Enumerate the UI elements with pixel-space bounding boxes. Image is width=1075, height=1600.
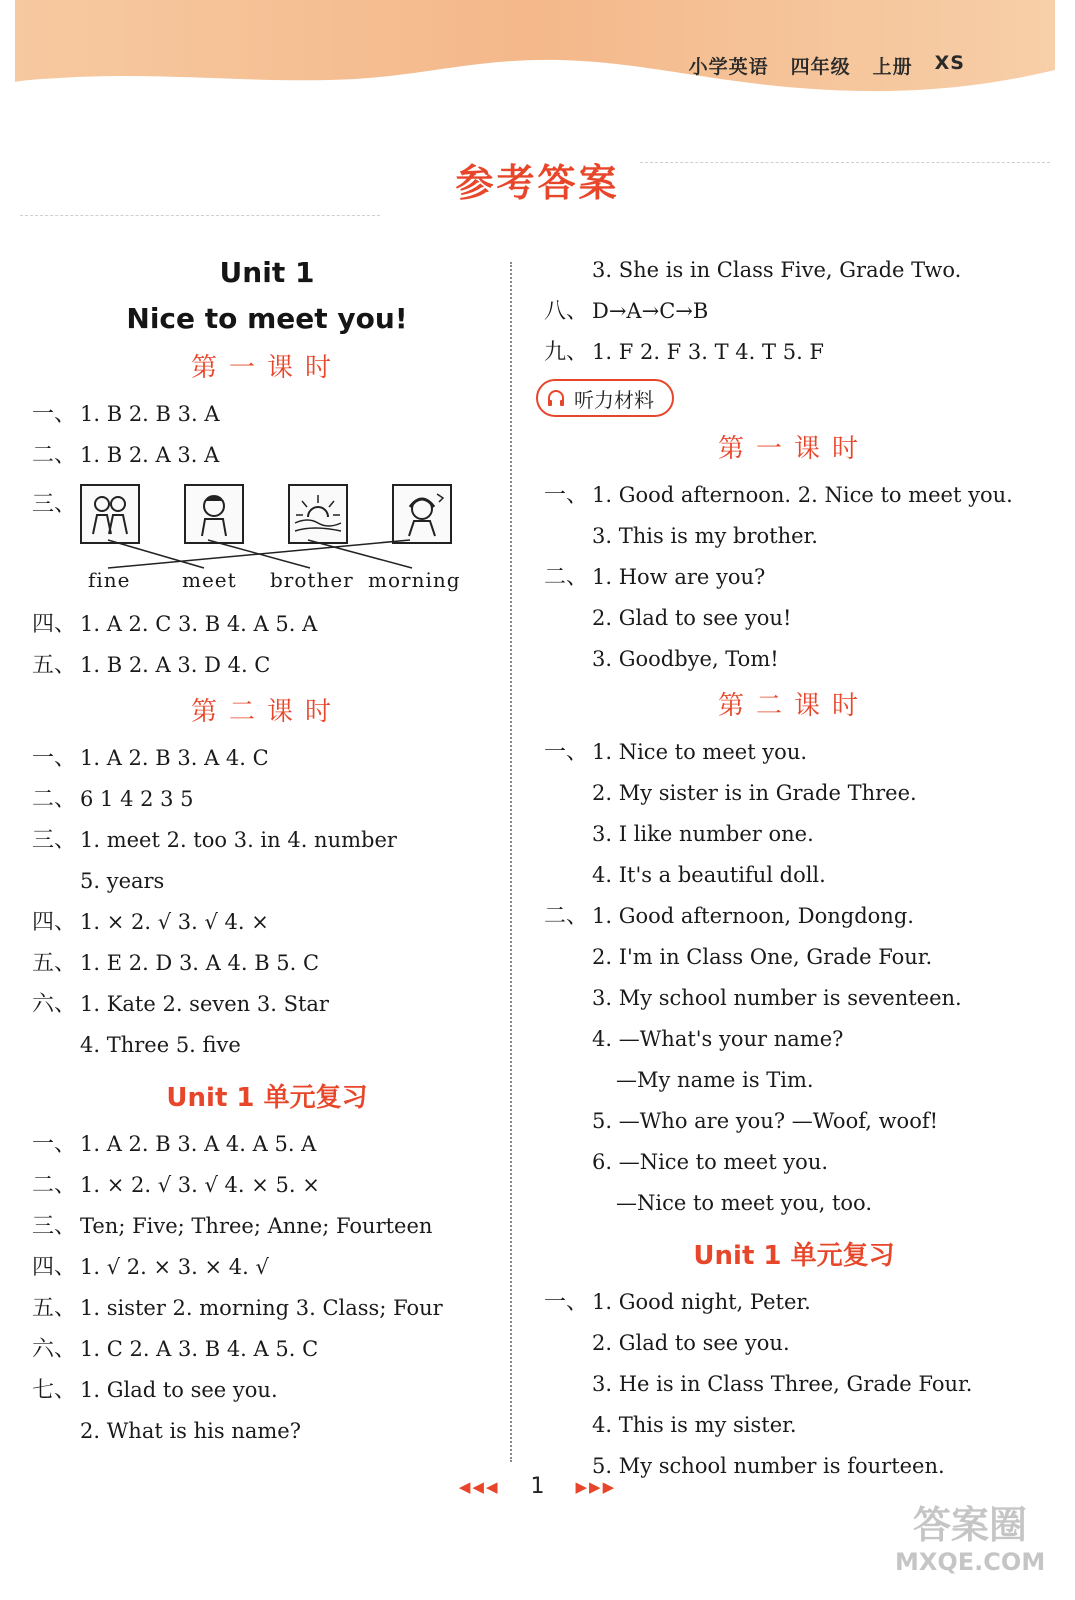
volume-label: 上册 <box>872 56 913 78</box>
question-number <box>544 516 592 557</box>
answer-row <box>32 604 502 645</box>
answer-row <box>544 732 1044 773</box>
question-number <box>544 1060 616 1101</box>
lesson-1-heading: 第一课时 <box>190 353 343 383</box>
listening-material-badge <box>536 379 674 417</box>
answer-text: D→A→C→B <box>592 299 709 323</box>
answer-row <box>544 516 1044 557</box>
question-number: 八、 <box>544 299 589 324</box>
header-banner <box>0 0 1075 110</box>
answer-text: 1. sister 2. morning 3. Class; Four <box>80 1296 443 1320</box>
question-number: 六、 <box>32 992 77 1017</box>
watermark-url: MXQE.COM <box>895 1548 1046 1576</box>
answer-text: 1. B 2. B 3. A <box>80 402 220 426</box>
unit-title: Unit 1 <box>219 256 315 289</box>
answer-row <box>32 902 502 943</box>
left-column <box>32 250 502 1452</box>
answer-row <box>32 435 502 476</box>
question-number: 二、 <box>32 443 77 468</box>
picture-row <box>80 484 502 544</box>
answer-row <box>544 937 1044 978</box>
answer-row <box>544 1142 1044 1183</box>
answer-text: 2. I'm in Class One, Grade Four. <box>592 945 933 969</box>
question-number: 四、 <box>32 1255 77 1280</box>
question-number: 四、 <box>32 612 77 637</box>
answer-row <box>544 598 1044 639</box>
answer-text: 1. meet 2. too 3. in 4. number <box>80 828 397 852</box>
question-number: 九、 <box>544 340 589 365</box>
answer-row <box>544 814 1044 855</box>
question-number: 二、 <box>32 787 77 812</box>
answer-row <box>32 984 502 1025</box>
answer-text: 1. × 2. √ 3. √ 4. × 5. × <box>80 1173 320 1197</box>
question-number <box>544 1019 592 1060</box>
answer-text: 1. B 2. A 3. A <box>80 443 220 467</box>
question-number <box>32 1025 80 1066</box>
answer-row <box>32 1247 502 1288</box>
answer-text: 6. —Nice to meet you. <box>592 1150 829 1174</box>
answer-row <box>544 1183 1044 1224</box>
question-number: 一、 <box>544 1290 589 1315</box>
answer-text: 2. My sister is in Grade Three. <box>592 781 917 805</box>
answer-text: 4. It's a beautiful doll. <box>592 863 826 887</box>
question-number: 五、 <box>32 653 77 678</box>
match-word: morning <box>368 568 461 592</box>
question-number: 二、 <box>544 904 589 929</box>
answer-row <box>544 855 1044 896</box>
answer-text: 4. —What's your name? <box>592 1027 844 1051</box>
boy-picture <box>184 484 244 544</box>
listening-lesson-1-answers <box>544 475 1044 680</box>
answer-text: —Nice to meet you, too. <box>616 1191 873 1215</box>
answer-text: 1. Kate 2. seven 3. Star <box>80 992 329 1016</box>
answer-row <box>544 475 1044 516</box>
answer-text: 1. √ 2. × 3. × 4. √ <box>80 1255 269 1279</box>
answer-row <box>544 1101 1044 1142</box>
lesson-2-heading: 第二课时 <box>190 697 343 727</box>
question-number: 五、 <box>32 951 77 976</box>
question-number: 一、 <box>32 746 77 771</box>
question-number <box>544 773 592 814</box>
answer-row <box>32 1025 502 1066</box>
lesson-2-answers <box>32 738 502 1066</box>
answer-text: 1. Good night, Peter. <box>592 1290 811 1314</box>
question-number <box>544 814 592 855</box>
unit-review-answers <box>32 1124 502 1452</box>
continued-answers <box>544 250 1044 373</box>
matching-exercise <box>32 484 502 604</box>
question-number: 五、 <box>32 1296 77 1321</box>
question-number: 一、 <box>32 1132 77 1157</box>
answer-text: 3. She is in Class Five, Grade Two. <box>592 258 962 282</box>
watermark-logo <box>895 1488 1045 1588</box>
grade-label: 四年级 <box>790 56 851 78</box>
question-number <box>544 250 592 291</box>
answer-text: 3. He is in Class Three, Grade Four. <box>592 1372 973 1396</box>
answer-row <box>544 1060 1044 1101</box>
answer-row <box>32 1329 502 1370</box>
answer-text: 1. Good afternoon, Dongdong. <box>592 904 914 928</box>
question-number: 七、 <box>32 1378 77 1403</box>
question-number: 四、 <box>32 910 77 935</box>
answer-row <box>544 291 1044 332</box>
unit-review-heading: Unit 1 单元复习 <box>166 1083 368 1113</box>
answer-text: 3. This is my brother. <box>592 524 818 548</box>
listening-lesson-2-answers <box>544 732 1044 1224</box>
question-number <box>32 861 80 902</box>
listening-lesson-2-heading: 第二课时 <box>717 691 870 721</box>
question-number: 三、 <box>32 828 77 853</box>
answer-row <box>544 250 1044 291</box>
unit-subtitle: Nice to meet you! <box>126 302 408 335</box>
edition-label: XS <box>934 52 965 74</box>
answer-text: 2. Glad to see you! <box>592 606 792 630</box>
column-divider <box>510 262 512 1462</box>
answer-row <box>32 1124 502 1165</box>
answer-text: 1. E 2. D 3. A 4. B 5. C <box>80 951 320 975</box>
question-number: 三、 <box>32 492 77 517</box>
answer-text: —My name is Tim. <box>616 1068 814 1092</box>
question-number <box>544 1405 592 1446</box>
question-number <box>544 937 592 978</box>
answer-text: 5. —Who are you? —Woof, woof! <box>592 1109 939 1133</box>
question-number <box>544 855 592 896</box>
answer-row <box>544 978 1044 1019</box>
answer-text: 6 1 4 2 3 5 <box>80 787 194 811</box>
question-number: 六、 <box>32 1337 77 1362</box>
answer-text: Ten; Five; Three; Anne; Fourteen <box>80 1214 433 1238</box>
match-word: fine <box>88 568 131 592</box>
answer-text: 3. Goodbye, Tom! <box>592 647 779 671</box>
answer-text: 2. What is his name? <box>80 1419 301 1443</box>
listening-review-answers <box>544 1282 1044 1487</box>
listening-review-heading: Unit 1 单元复习 <box>693 1241 895 1271</box>
answer-row <box>32 738 502 779</box>
answer-text: 1. Glad to see you. <box>80 1378 278 1402</box>
answer-text: 1. How are you? <box>592 565 766 589</box>
answer-row <box>32 1411 502 1452</box>
listening-lesson-1-heading: 第一课时 <box>717 434 870 464</box>
answer-text: 1. Good afternoon. 2. Nice to meet you. <box>592 483 1013 507</box>
answer-row <box>32 861 502 902</box>
question-number: 一、 <box>544 740 589 765</box>
question-number <box>544 1323 592 1364</box>
answer-row <box>544 1019 1044 1060</box>
answer-text: 1. Nice to meet you. <box>592 740 808 764</box>
answer-row <box>32 1206 502 1247</box>
question-number <box>544 1142 592 1183</box>
question-number <box>544 978 592 1019</box>
answer-text: 1. B 2. A 3. D 4. C <box>80 653 271 677</box>
answer-row <box>32 779 502 820</box>
prev-arrows-icon: ◀◀◀ <box>458 1478 500 1496</box>
answer-text: 4. This is my sister. <box>592 1413 797 1437</box>
match-word: brother <box>270 568 354 592</box>
answer-text: 1. A 2. C 3. B 4. A 5. A <box>80 612 318 636</box>
question-number <box>544 639 592 680</box>
sunrise-picture <box>288 484 348 544</box>
answer-row <box>32 394 502 435</box>
answer-text: 1. A 2. B 3. A 4. A 5. A <box>80 1132 317 1156</box>
answer-text: 3. I like number one. <box>592 822 814 846</box>
next-arrows-icon: ▶▶▶ <box>575 1478 617 1496</box>
page-number: 1 <box>530 1474 545 1499</box>
answer-row <box>32 943 502 984</box>
answer-row <box>32 1288 502 1329</box>
answer-row <box>544 1364 1044 1405</box>
question-number: 三、 <box>32 1214 77 1239</box>
answer-row <box>544 1405 1044 1446</box>
two-children-picture <box>80 484 140 544</box>
answer-row <box>32 1165 502 1206</box>
answer-row <box>32 645 502 686</box>
question-number <box>544 1183 616 1224</box>
subject-label: 小学英语 <box>688 56 769 78</box>
question-number <box>544 1101 592 1142</box>
answer-text: 1. F 2. F 3. T 4. T 5. F <box>592 340 824 364</box>
answer-row <box>544 332 1044 373</box>
listening-label: 听力材料 <box>574 387 654 412</box>
answer-row <box>544 773 1044 814</box>
answer-text: 1. × 2. √ 3. √ 4. × <box>80 910 269 934</box>
book-info <box>689 52 965 79</box>
girl-picture <box>392 484 452 544</box>
answer-row <box>544 1323 1044 1364</box>
answer-row <box>544 1282 1044 1323</box>
page-title: 参考答案 <box>455 161 620 205</box>
answer-row <box>32 820 502 861</box>
headphones-icon <box>546 388 566 408</box>
question-number: 二、 <box>32 1173 77 1198</box>
answer-text: 3. My school number is seventeen. <box>592 986 962 1010</box>
title-deco-line-left <box>20 215 380 216</box>
answer-text: 1. C 2. A 3. B 4. A 5. C <box>80 1337 319 1361</box>
answer-row <box>544 557 1044 598</box>
question-number: 一、 <box>544 483 589 508</box>
right-column <box>544 250 1044 1487</box>
answer-row <box>32 1370 502 1411</box>
question-number <box>544 598 592 639</box>
question-number: 二、 <box>544 565 589 590</box>
watermark-text: 答案圈 <box>912 1503 1027 1547</box>
answer-row <box>544 639 1044 680</box>
answer-row <box>544 896 1044 937</box>
answer-text: 5. My school number is fourteen. <box>592 1454 945 1478</box>
matching-words <box>32 544 502 604</box>
match-word: meet <box>182 568 237 592</box>
question-number <box>32 1411 80 1452</box>
question-number <box>544 1364 592 1405</box>
answer-text: 5. years <box>80 869 165 893</box>
answer-text: 1. A 2. B 3. A 4. C <box>80 746 269 770</box>
answer-text: 2. Glad to see you. <box>592 1331 790 1355</box>
answer-text: 4. Three 5. five <box>80 1033 241 1057</box>
question-number: 一、 <box>32 402 77 427</box>
